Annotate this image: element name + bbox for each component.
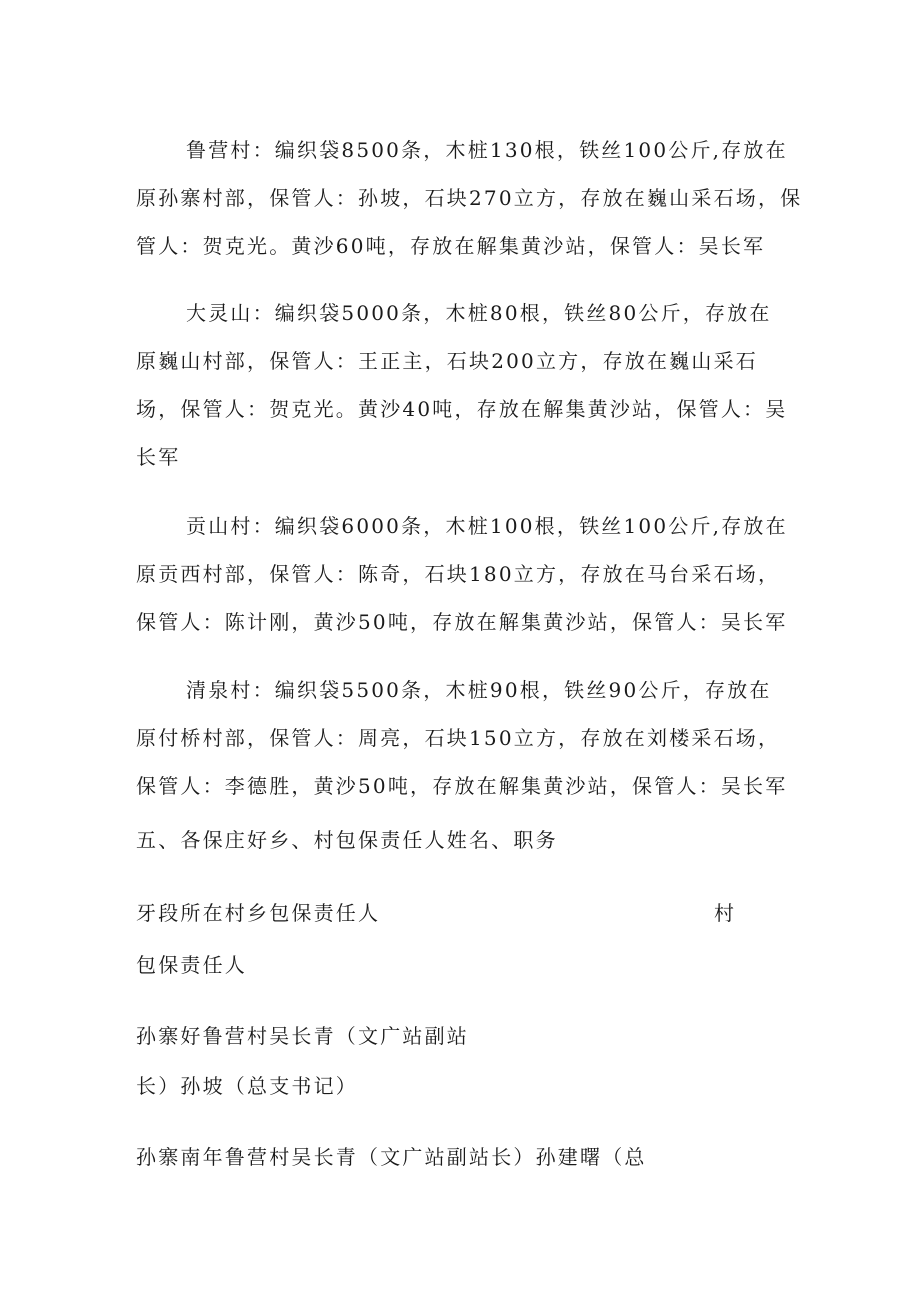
paragraph-4-line-2: 原付桥村部，保管人：周亮，石块150立方，存放在刘楼采石场， <box>136 726 781 750</box>
table-header-second-line: 包保责任人 <box>136 953 247 977</box>
paragraph-4-line-1: 清泉村：编织袋5500条，木桩90根，铁丝90公斤，存放在 <box>186 678 772 702</box>
paragraph-2-line-2: 原巍山村部，保管人：王正主，石块200立方，存放在巍山采石 <box>136 349 758 373</box>
table-row-1-line-1: 孙寨好鲁营村吴长青（文广站副站 <box>136 1024 469 1048</box>
paragraph-3-line-1: 贡山村：编织袋6000条，木桩100根，铁丝100公斤,存放在 <box>186 514 788 538</box>
paragraph-2-line-4: 长军 <box>136 445 181 469</box>
section-heading: 五、各保庄好乡、村包保责任人姓名、职务 <box>136 828 558 852</box>
paragraph-1-line-2: 原孙寨村部，保管人：孙坡，石块270立方，存放在巍山采石场，保 <box>136 186 803 210</box>
table-header-left: 牙段所在村乡包保责任人 <box>136 901 381 925</box>
paragraph-3-line-2: 原贡西村部，保管人：陈奇，石块180立方，存放在马台采石场， <box>136 562 781 586</box>
table-row-1-line-2: 长）孙坡（总支书记） <box>136 1074 358 1098</box>
paragraph-1-line-1: 鲁营村：编织袋8500条，木桩130根，铁丝100公斤,存放在 <box>186 138 788 162</box>
paragraph-2-line-3: 场，保管人：贺克光。黄沙40吨，存放在解集黄沙站，保管人：吴 <box>136 397 788 421</box>
paragraph-2-line-1: 大灵山：编织袋5000条，木桩80根，铁丝80公斤，存放在 <box>186 301 772 325</box>
table-header-right: 村 <box>714 901 734 925</box>
table-row-2-line-1: 孙寨南年鲁营村吴长青（文广站副站长）孙建曙（总 <box>136 1145 647 1169</box>
paragraph-3-line-3: 保管人：陈计刚，黄沙50吨，存放在解集黄沙站，保管人：吴长军 <box>136 610 788 634</box>
paragraph-4-line-3: 保管人：李德胜，黄沙50吨，存放在解集黄沙站，保管人：吴长军 <box>136 774 788 798</box>
paragraph-1-line-3: 管人：贺克光。黄沙60吨，存放在解集黄沙站，保管人：吴长军 <box>136 234 766 258</box>
